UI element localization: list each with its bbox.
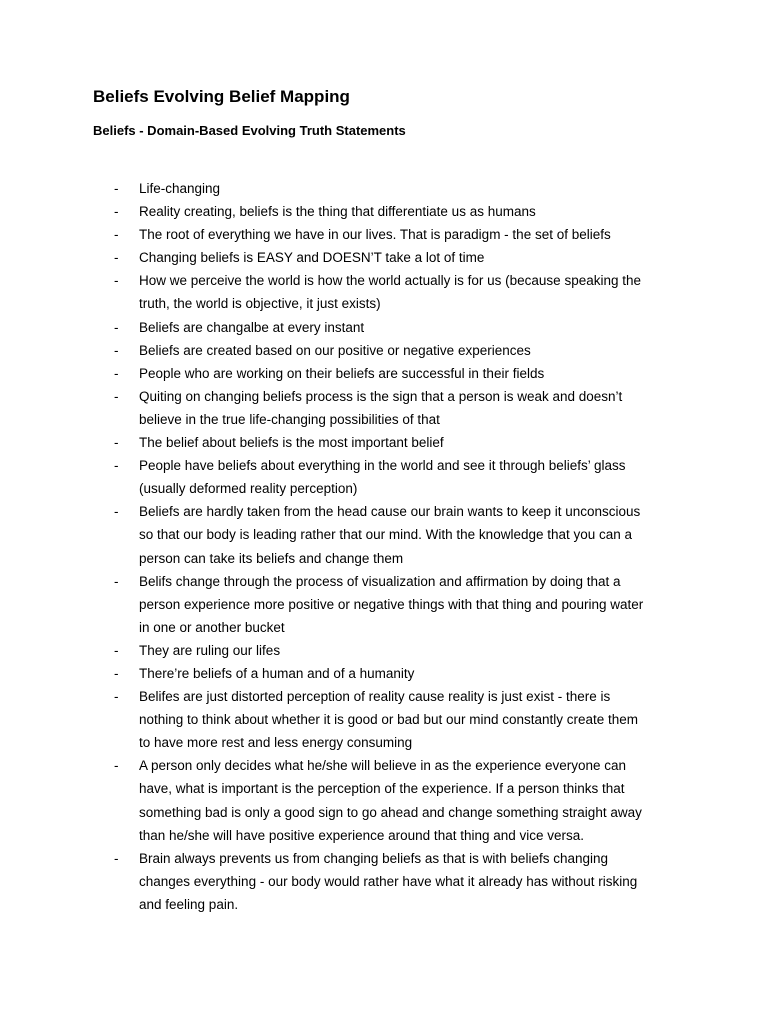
list-item xyxy=(0,454,679,500)
list-item xyxy=(0,200,679,223)
list-item-text-line: Beliefs are hardly taken from the head cause our brain wants to keep it unconscious xyxy=(139,504,641,520)
bullet-dash: - xyxy=(114,665,119,681)
bullet-dash: - xyxy=(114,273,119,289)
list-item-text-line: to have more rest and less energy consuming xyxy=(139,735,413,751)
list-item-text-line: Beliefs are created based on our positive or negative experiences xyxy=(139,342,531,358)
list-item xyxy=(0,269,679,315)
list-item-text-line: Life-changing xyxy=(139,181,221,196)
list-item xyxy=(0,316,679,339)
list-item-text-line: The root of everything we have in our lives. That is paradigm - the set of beliefs xyxy=(139,227,611,243)
document-subtitle: Beliefs - Domain-Based Evolving Truth Statements xyxy=(93,123,406,138)
bullet-dash: - xyxy=(114,181,119,196)
list-item-text-line: person experience more positive or negative things with that thing and pouring water xyxy=(139,596,644,612)
list-item-text-line: People have beliefs about everything in the world and see it through beliefs’ glass xyxy=(139,458,626,474)
bullet-dash: - xyxy=(114,388,119,404)
bullet-dash: - xyxy=(114,642,119,658)
list-item-text-line: have, what is important is the perception of the experience. If a person thinks that xyxy=(139,781,625,797)
list-item-text-line: They are ruling our lifes xyxy=(139,642,281,658)
list-item-text-line: How we perceive the world is how the world actually is for us (because speaking the xyxy=(139,273,641,289)
list-item-text-line: Changing beliefs is EASY and DOESN’T take a lot of time xyxy=(139,250,485,266)
document-title: Beliefs Evolving Belief Mapping xyxy=(93,87,350,106)
bullet-dash: - xyxy=(114,504,119,520)
bullet-dash: - xyxy=(114,365,119,381)
list-item xyxy=(0,385,679,431)
bullet-dash: - xyxy=(114,227,119,243)
list-item xyxy=(0,339,679,362)
list-item-text-line: Belifs change through the process of visualization and affirmation by doing that a xyxy=(139,573,621,589)
list-item-text-line: so that our body is leading rather that our mind. With the knowledge that you can a xyxy=(139,527,633,543)
bullet-dash: - xyxy=(114,458,119,474)
list-item xyxy=(0,246,679,269)
list-item xyxy=(0,662,679,685)
list-item-text-line: Reality creating, beliefs is the thing that differentiate us as humans xyxy=(139,204,536,220)
list-item-text-line: There’re beliefs of a human and of a humanity xyxy=(139,665,415,681)
list-item-text-line: and feeling pain. xyxy=(139,896,239,912)
list-item xyxy=(0,500,679,569)
list-item xyxy=(0,223,679,246)
bullet-dash: - xyxy=(114,758,119,774)
list-item-text-line: something bad is only a good sign to go ahead and change something straight away xyxy=(139,804,642,820)
bullet-dash: - xyxy=(114,850,119,866)
list-item-text-line: than he/she will have positive experience around that thing and vice versa. xyxy=(139,827,585,843)
list-item-text-line: Belifes are just distorted perception of reality cause reality is just exist - there is xyxy=(139,689,611,705)
list-item-text-line: (usually deformed reality perception) xyxy=(139,481,358,497)
list-item-text-line: nothing to think about whether it is good or bad but our mind constantly create them xyxy=(139,712,639,728)
bullet-dash: - xyxy=(114,573,119,589)
list-item xyxy=(0,362,679,385)
bullet-dash: - xyxy=(114,204,119,220)
list-item-text-line: truth, the world is objective, it just exists) xyxy=(139,296,381,312)
list-item-text-line: People who are working on their beliefs are successful in their fields xyxy=(139,365,545,381)
list-item-text-line: in one or another bucket xyxy=(139,619,285,635)
bullet-dash: - xyxy=(114,689,119,705)
list-item-text-line: Brain always prevents us from changing beliefs as that is with beliefs changing xyxy=(139,850,608,866)
list-item-text-line: changes everything - our body would rather have what it already has without risking xyxy=(139,873,638,889)
list-item xyxy=(0,847,679,916)
bullet-dash: - xyxy=(114,342,119,358)
list-item xyxy=(0,754,679,846)
list-item-text-line: Beliefs are changalbe at every instant xyxy=(139,319,365,335)
list-item-text-line: A person only decides what he/she will believe in as the experience everyone can xyxy=(139,758,627,774)
list-item xyxy=(0,639,679,662)
list-item xyxy=(0,431,679,454)
beliefs-list xyxy=(0,177,768,916)
list-item-text-line: Quiting on changing beliefs process is the sign that a person is weak and doesn’t xyxy=(139,388,623,404)
list-item-text-line: person can take its beliefs and change them xyxy=(139,550,404,566)
list-item-text-line: The belief about beliefs is the most important belief xyxy=(139,435,444,451)
list-item xyxy=(0,570,679,639)
bullet-dash: - xyxy=(114,319,119,335)
bullet-dash: - xyxy=(114,250,119,266)
list-item-text-line: believe in the true life-changing possibilities of that xyxy=(139,411,440,427)
list-item xyxy=(0,685,679,754)
bullet-dash: - xyxy=(114,435,119,451)
list-item xyxy=(0,177,679,200)
